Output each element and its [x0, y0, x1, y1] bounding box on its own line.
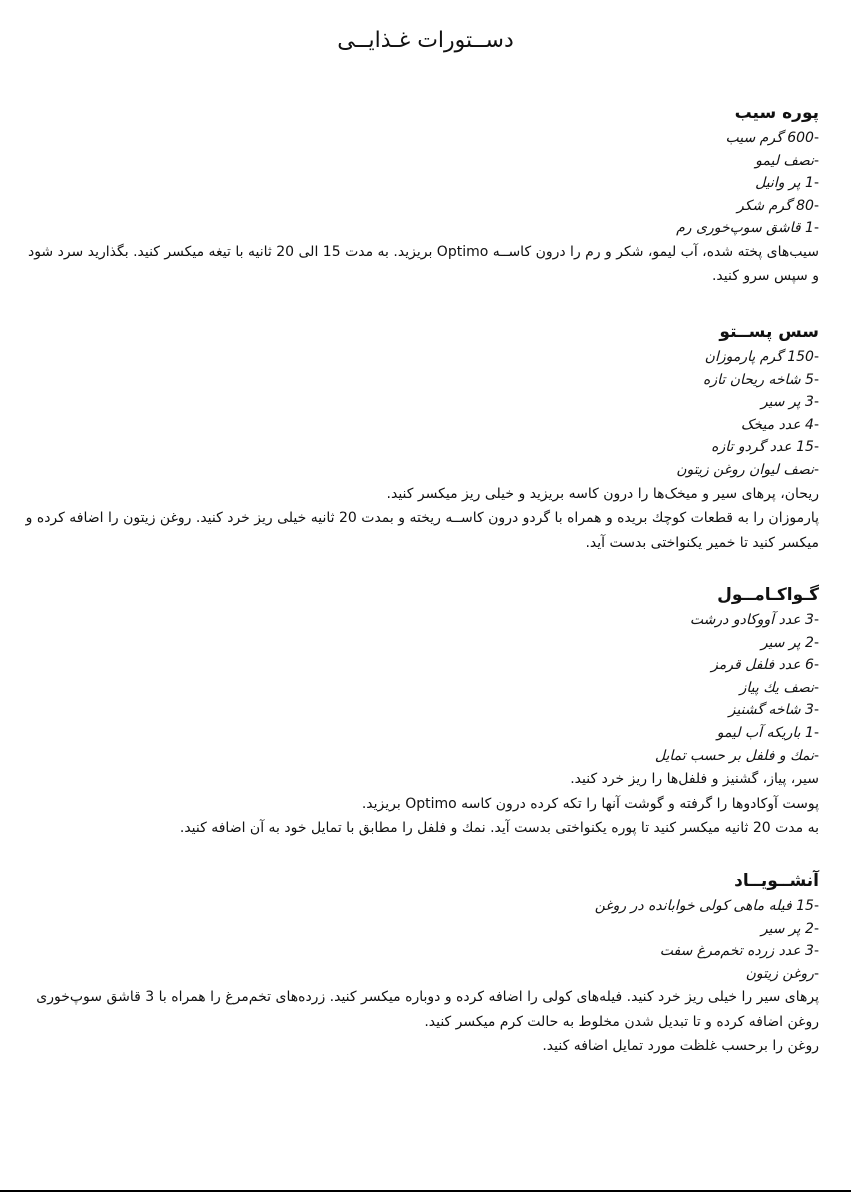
ingredient-item: -روغن زیتون — [745, 965, 819, 982]
recipe-apple-puree — [18, 101, 819, 289]
ingredient-item: -4 عدد میخک — [740, 416, 819, 433]
recipe-title: گـواکـامــول — [717, 585, 819, 605]
ingredient-item: -5 شاخه ریحان تازه — [703, 371, 819, 388]
ingredient-item: -3 پر سیر — [760, 394, 819, 411]
ingredient-item: -15 عدد گردو تازه — [711, 439, 819, 456]
instruction-paragraph: پارموزان را به قطعات کوچك بریده و همراه با گردو درون کاســه ریخته و بمدت 20 ثانیه خیلی ریز خرد کنید. روغن زیتون را اضافه کرده و میکسر کنید تا خمیر یکنواختی بدست آید. — [25, 510, 819, 551]
ingredient-list — [18, 609, 819, 767]
instruction-paragraph: روغن را برحسب غلظت مورد تمایل اضافه کنید. — [542, 1038, 819, 1055]
ingredient-list — [18, 895, 819, 985]
ingredient-item: -نصف یك پیاز — [739, 679, 819, 696]
ingredient-item: -6 عدد فلفل قرمز — [711, 657, 819, 674]
instruction-paragraph: سیر، پیاز، گشنیز و فلفل‌ها را ریز خرد کنید. — [570, 771, 819, 788]
instruction-paragraph: سیب‌های پخته شده، آب لیمو، شکر و رم را درون کاســه Optimo بریزید. به مدت 15 الی 20 ثانیه با تیغه میکسر کنید. بگذارید سرد شود و سپس سرو کنید. — [27, 243, 819, 285]
instruction-paragraph: ریحان، پرهای سیر و میخک‌ها را درون کاسه بریزید و خیلی ریز میکسر کنید. — [386, 485, 819, 502]
ingredient-item: -2 پر سیر — [760, 920, 819, 937]
recipe-title: سس پســتو — [719, 322, 819, 342]
instructions — [18, 240, 819, 289]
ingredient-item: -1 باریکه آب لیمو — [716, 724, 819, 741]
ingredient-list — [18, 346, 819, 482]
recipe-title: پوره سیب — [734, 103, 819, 123]
recipe-pesto-sauce — [18, 320, 819, 555]
ingredient-item: -80 گرم شکر — [736, 197, 819, 214]
page-title: دســتورات غـذایــی — [337, 28, 514, 53]
recipe-title: آنشــویــاد — [734, 871, 819, 891]
ingredient-item: -1 قاشق سوپ‌خوری رم — [676, 220, 819, 237]
ingredient-item: -نصف لیوان روغن زیتون — [676, 461, 819, 478]
ingredient-item: -1 پر وانیل — [755, 175, 819, 192]
ingredient-item: -نمك و فلفل بر حسب تمایل — [654, 747, 819, 764]
recipe-anchoiade — [18, 869, 819, 1059]
instructions — [18, 767, 819, 841]
ingredient-item: -15 فیله ماهی کولی خوابانده در روغن — [594, 898, 819, 914]
ingredient-list — [18, 127, 819, 240]
ingredient-item: -150 گرم پارموزان — [704, 349, 819, 365]
ingredient-item: -3 شاخه گشنیز — [728, 702, 819, 719]
instruction-paragraph: پوست آوکادوها را گرفته و گوشت آنها را تکه کرده درون کاسه Optimo بریزید. — [361, 795, 819, 812]
ingredient-item: -2 پر سیر — [760, 634, 819, 651]
ingredient-item: -3 عدد زرده تخم‌مرغ سفت — [659, 943, 819, 960]
ingredient-item: -3 عدد آووکادو درشت — [689, 612, 819, 628]
ingredient-item: -نصف لیمو — [755, 152, 819, 169]
instructions — [18, 985, 819, 1059]
instructions — [18, 482, 819, 556]
recipe-guacamole — [18, 583, 819, 841]
ingredient-item: -600 گرم سیب — [725, 130, 819, 146]
instruction-paragraph: پرهای سیر را خیلی ریز خرد کنید. فیله‌های کولی را اضافه کرده و دوباره میکسر کنید. زرده‌های تخم‌مرغ را همراه با 3 قاشق سوپ‌خوری روغن اضافه کرده و تا تبدیل شدن مخلوط به حالت کرم میکسر کنید. — [36, 989, 819, 1030]
instruction-paragraph: به مدت 20 ثانیه میکسر کنید تا پوره یکنواختی بدست آید. نمك و فلفل را مطابق با تمایل خود به آن اضافه کنید. — [179, 820, 819, 837]
